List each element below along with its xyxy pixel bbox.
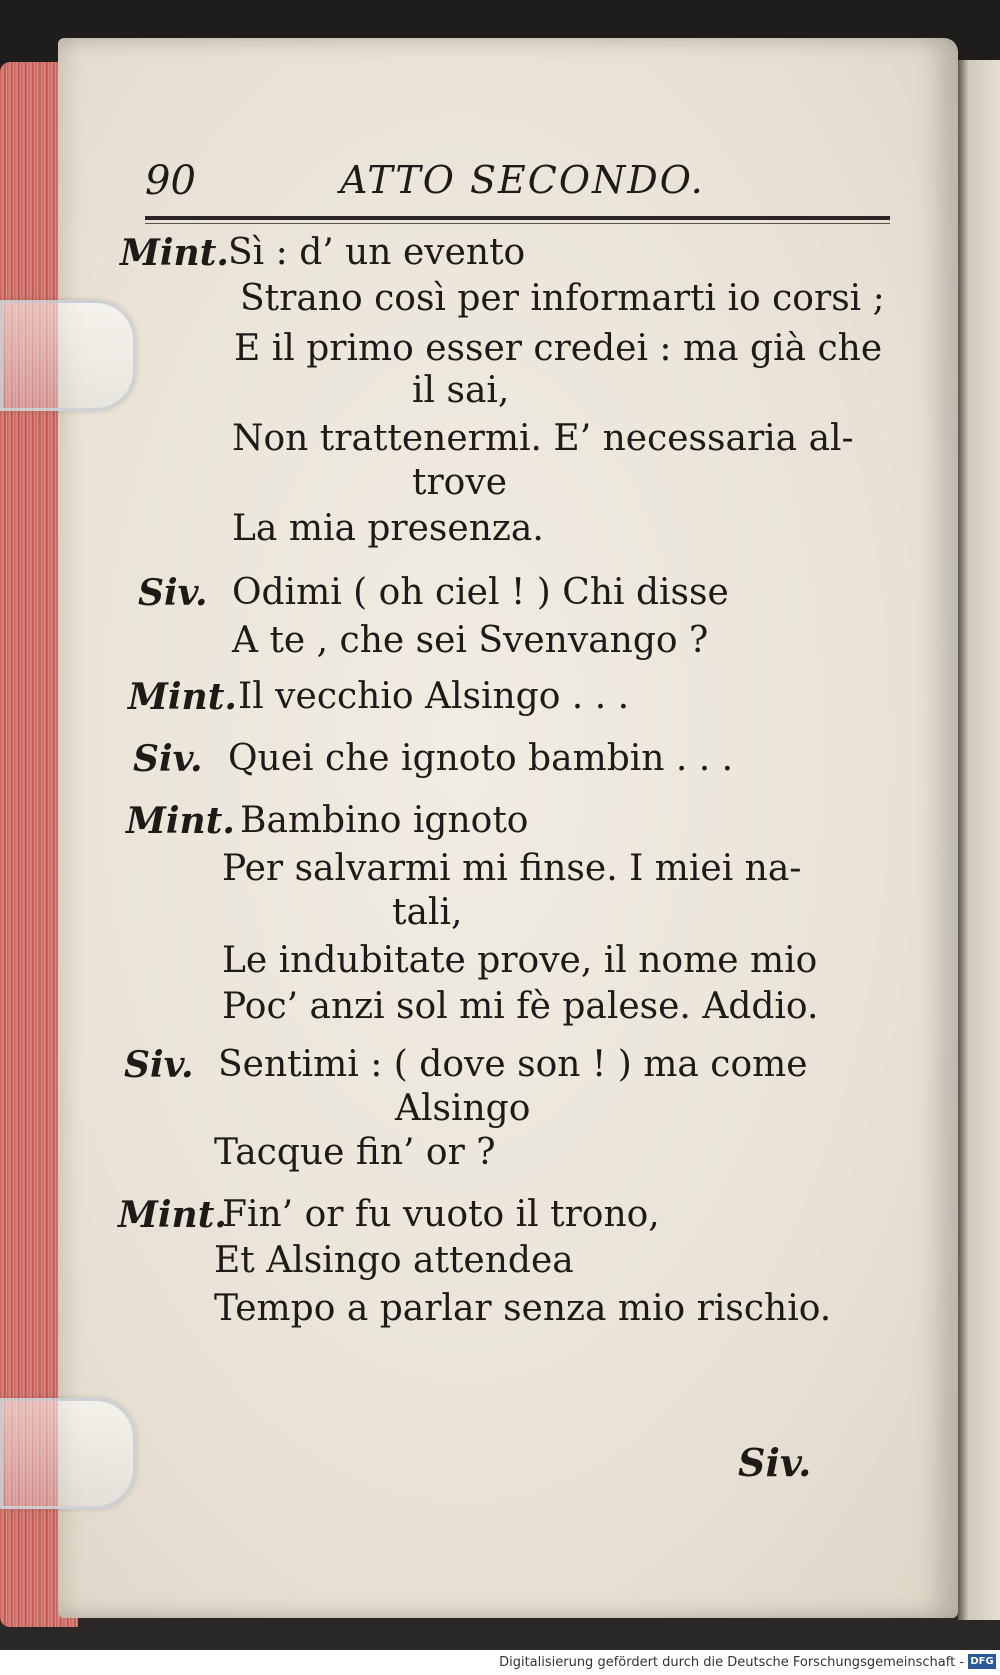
catchword: Siv. — [738, 1440, 812, 1485]
verse-line: Fin’ or fu vuoto il trono, — [222, 1194, 660, 1235]
page-clip — [0, 300, 136, 411]
speaker-label: Mint. — [128, 676, 237, 718]
verse-line: tali, — [392, 892, 463, 933]
speaker-label: Siv. — [138, 572, 208, 614]
speaker-label: Siv. — [124, 1044, 194, 1086]
verse-line: il sai, — [412, 370, 510, 411]
speaker-label: Mint. — [118, 1194, 227, 1236]
verse-line: trove — [412, 462, 507, 503]
verse-line: Tempo a parlar senza mio rischio. — [214, 1288, 832, 1329]
verse-line: Le indubitate prove, il nome mio — [222, 940, 818, 981]
verse-line: Odimi ( oh ciel ! ) Chi disse — [232, 572, 729, 613]
dfg-logo: DFG — [968, 1654, 996, 1669]
verse-line: Quei che ignoto bambin . . . — [228, 738, 734, 779]
verse-line: La mia presenza. — [232, 508, 544, 549]
verse-line: E il primo esser credei : ma già che — [234, 328, 883, 369]
running-title: ATTO SECONDO. — [340, 158, 705, 202]
verse-line: Strano così per informarti io corsi ; — [240, 278, 885, 319]
verse-line: Il vecchio Alsingo . . . — [238, 676, 630, 717]
page-number: 90 — [145, 158, 196, 204]
verse-line: Tacque fin’ or ? — [214, 1132, 496, 1173]
verse-line: Alsingo — [395, 1088, 531, 1129]
verse-line: Non trattenermi. E’ necessaria al- — [232, 418, 854, 459]
facing-page-edge — [958, 60, 1000, 1620]
header-rule-thin — [145, 223, 890, 224]
verse-line: Bambino ignoto — [240, 800, 529, 841]
header-rule — [145, 216, 890, 220]
verse-line: Poc’ anzi sol mi fè palese. Addio. — [222, 986, 819, 1027]
speaker-label: Mint. — [120, 232, 229, 274]
page-clip — [0, 1398, 136, 1509]
verse-line: Per salvarmi mi finse. I miei na- — [222, 848, 802, 889]
verse-line: Sentimi : ( dove son ! ) ma come — [218, 1044, 808, 1085]
verse-line: Sì : d’ un evento — [228, 232, 526, 273]
verse-line: Et Alsingo attendea — [214, 1240, 574, 1281]
page-header — [145, 158, 890, 208]
speaker-label: Mint. — [126, 800, 235, 842]
footer-credit: Digitalisierung gefördert durch die Deutsche Forschungsgemeinschaft - — [499, 1655, 964, 1670]
verse-line: A te , che sei Svenvango ? — [232, 620, 709, 661]
speaker-label: Siv. — [133, 738, 203, 780]
digitization-footer — [0, 1650, 1000, 1675]
